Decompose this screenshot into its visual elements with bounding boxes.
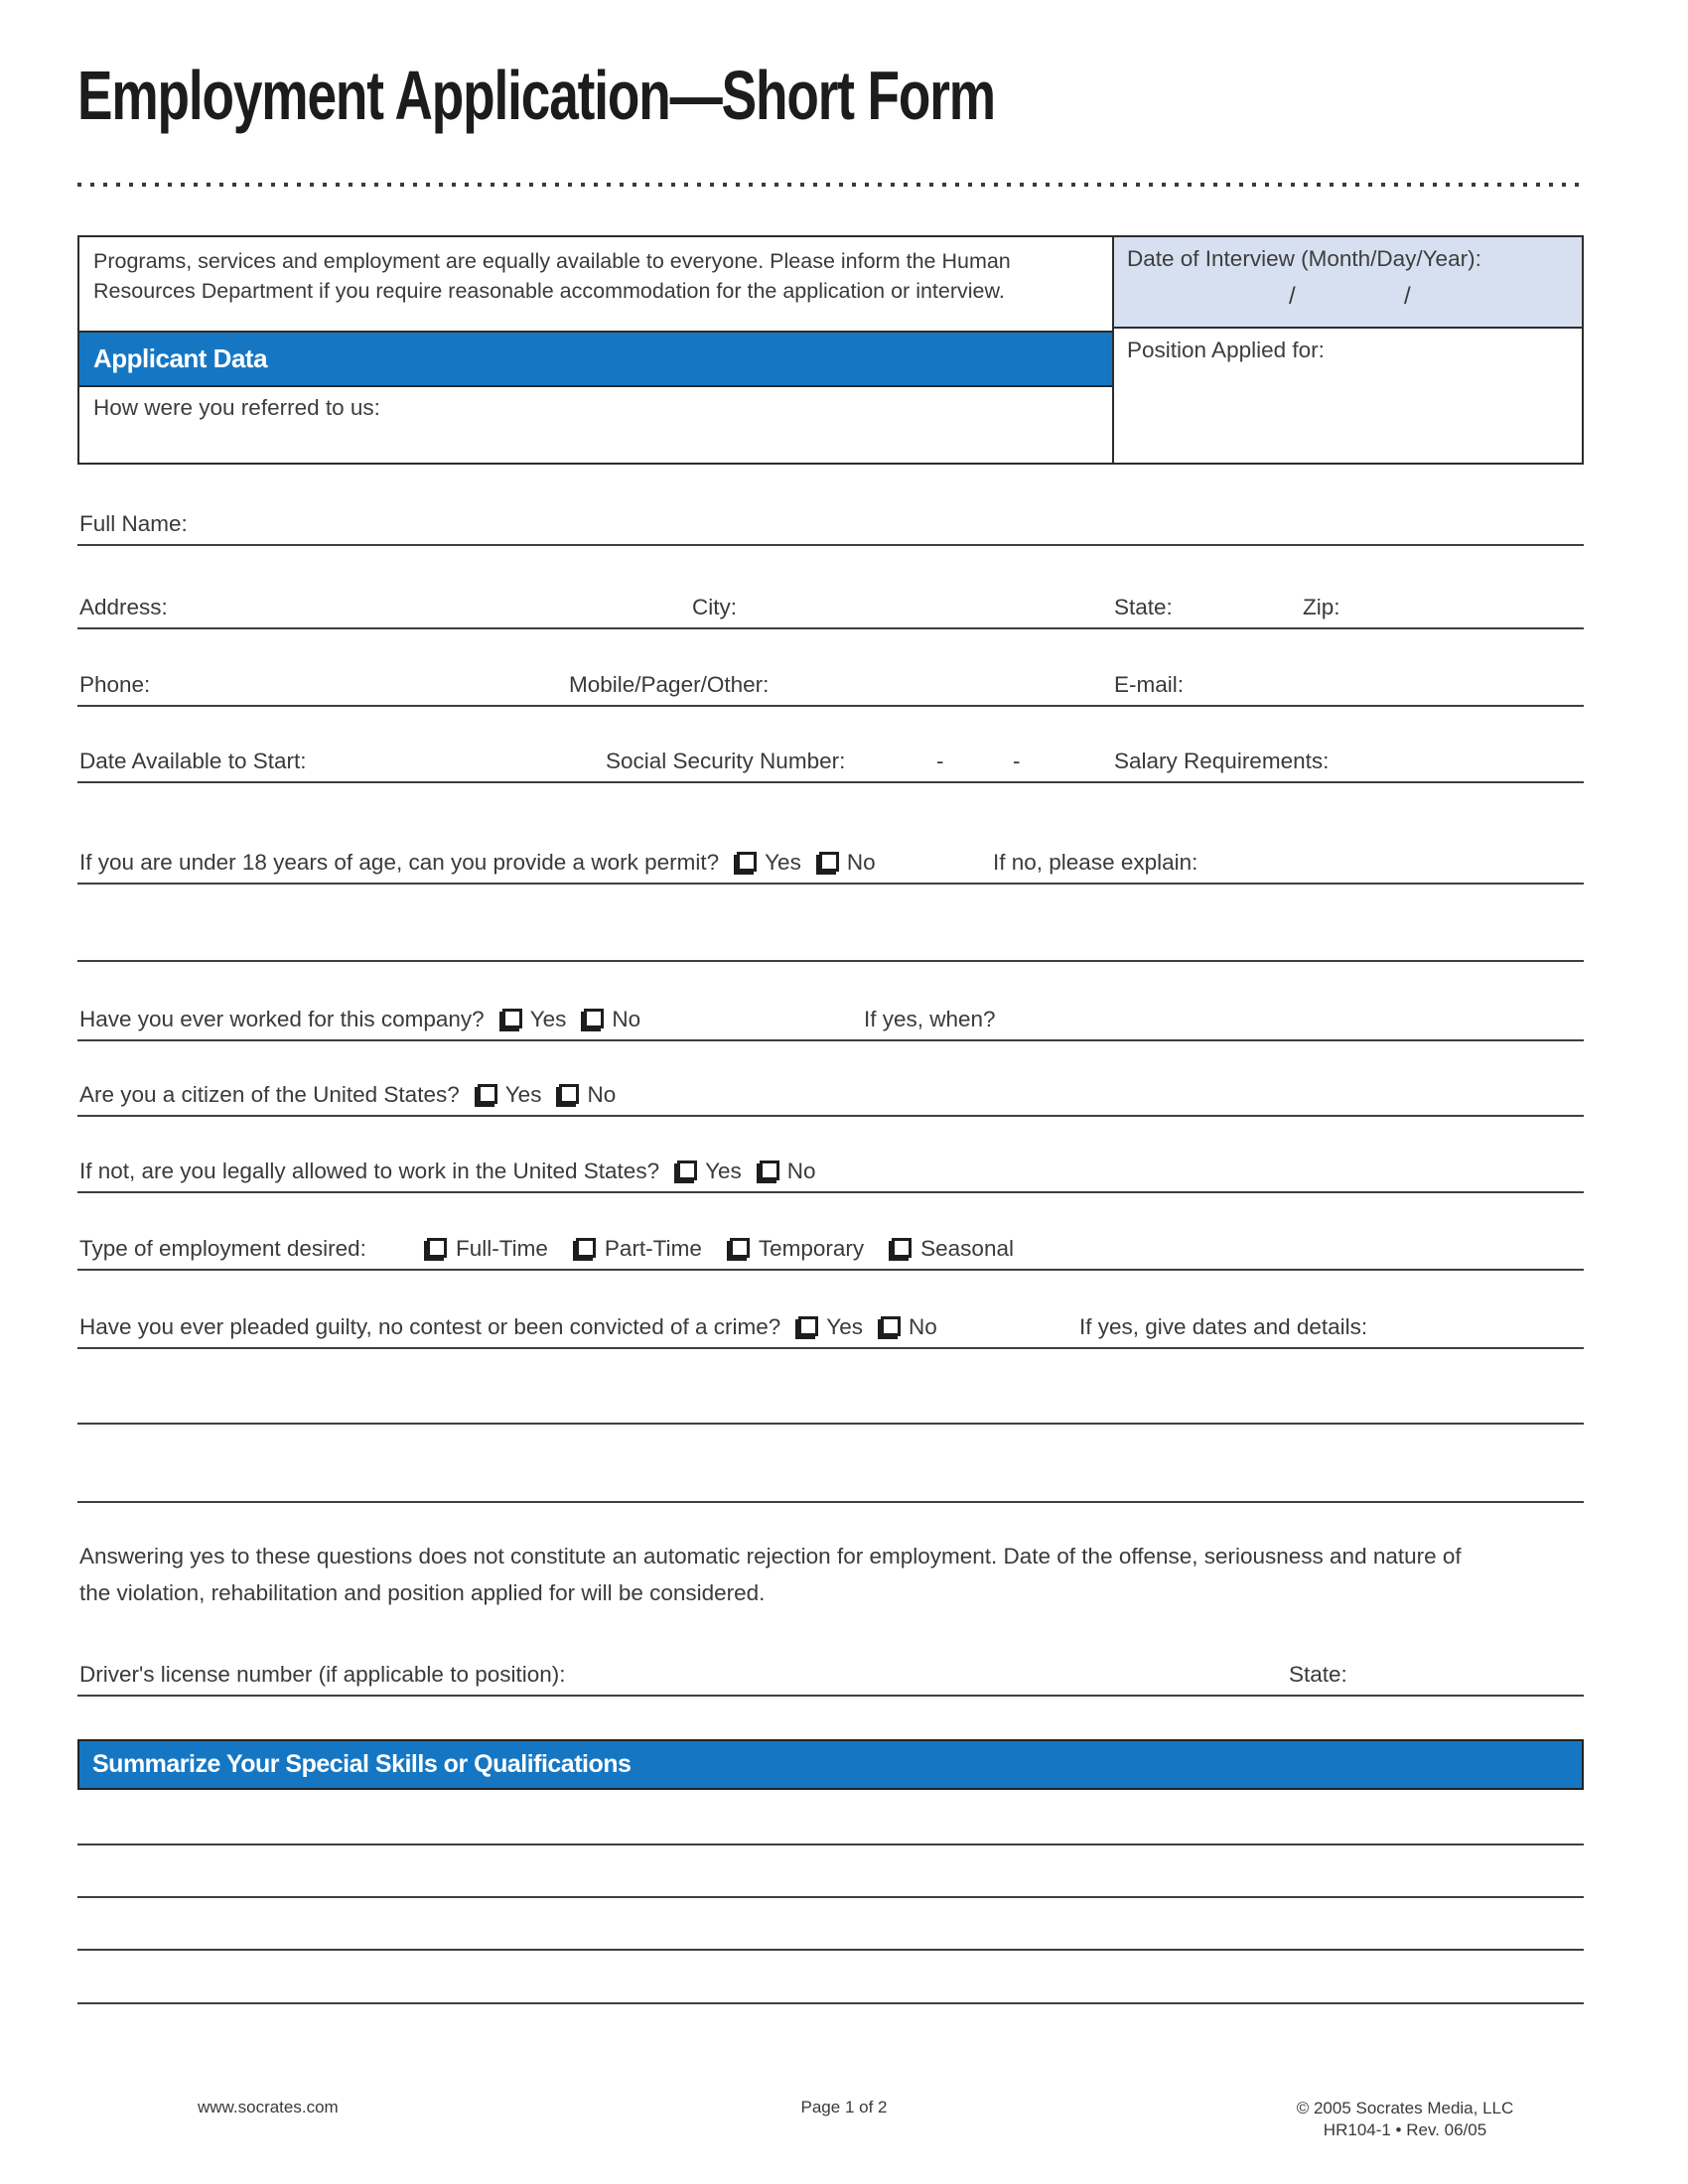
work-permit-explain-line[interactable] <box>77 918 1584 962</box>
phone-label: Phone: <box>79 672 151 697</box>
position-applied-label: Position Applied for: <box>1127 338 1325 362</box>
footer-website: www.socrates.com <box>198 2098 339 2116</box>
skills-line-4[interactable] <box>77 1961 1584 2004</box>
mobile-pager-other-label: Mobile/Pager/Other: <box>569 672 770 697</box>
ssn-label: Social Security Number: <box>606 749 846 773</box>
citizen-yes-checkbox[interactable] <box>478 1084 497 1104</box>
citizen-yes-label: Yes <box>504 1082 542 1107</box>
worked-before-yes-label: Yes <box>529 1007 567 1031</box>
footer-copyright-block <box>1297 2098 1514 2141</box>
skills-line-2[interactable] <box>77 1854 1584 1898</box>
full-name-label: Full Name: <box>79 511 188 536</box>
legal-work-yes-checkbox[interactable] <box>677 1160 697 1180</box>
part-time-checkbox[interactable] <box>576 1238 596 1258</box>
crime-question <box>79 1314 937 1340</box>
legal-work-no-checkbox[interactable] <box>760 1160 779 1180</box>
drivers-license-field-line[interactable] <box>77 1653 1584 1697</box>
phone-field-line[interactable] <box>77 663 1584 707</box>
citizen-no-checkbox[interactable] <box>559 1084 579 1104</box>
date-available-field-line[interactable] <box>77 740 1584 783</box>
work-permit-yes-label: Yes <box>765 850 801 875</box>
full-name-field-line[interactable] <box>77 502 1584 546</box>
footer-page-number: Page 1 of 2 <box>800 2098 888 2116</box>
applicant-data-section-bar <box>79 331 1112 387</box>
ssn-dash-2: - <box>1013 749 1021 773</box>
equal-opportunity-notice: Programs, services and employment are equally available to everyone. Please inform the Human Resources Department if you require reasonable accommodation for the application or interview. <box>93 249 1011 303</box>
crime-question-text: Have you ever pleaded guilty, no contest or been convicted of a crime? <box>79 1314 781 1339</box>
employment-type-row[interactable] <box>77 1227 1584 1271</box>
applicant-data-heading: Applicant Data <box>93 343 268 373</box>
skills-line-1[interactable] <box>77 1802 1584 1845</box>
date-available-label: Date Available to Start: <box>79 749 307 773</box>
temporary-label: Temporary <box>758 1236 865 1261</box>
work-permit-question-row[interactable] <box>77 841 1584 885</box>
citizen-question-text: Are you a citizen of the United States? <box>79 1082 460 1107</box>
full-time-checkbox[interactable] <box>427 1238 447 1258</box>
drivers-license-label: Driver's license number (if applicable to position): <box>79 1662 566 1687</box>
employment-type-label: Type of employment desired: <box>79 1236 366 1261</box>
crime-disclaimer-text: Answering yes to these questions does not constitute an automatic rejection for employment. Date of the offense, seriousness and nature of the violation, rehabilitation and position applied for will be considered. <box>79 1544 1462 1605</box>
citizen-question <box>79 1082 616 1108</box>
city-label: City: <box>692 595 737 619</box>
work-permit-question-text: If you are under 18 years of age, can you provide a work permit? <box>79 850 720 875</box>
position-applied-field[interactable] <box>1114 329 1582 363</box>
seasonal-label: Seasonal <box>920 1236 1014 1261</box>
worked-before-question <box>79 1007 640 1032</box>
crime-yes-checkbox[interactable] <box>798 1316 818 1336</box>
temporary-checkbox[interactable] <box>730 1238 750 1258</box>
legal-work-question-row[interactable] <box>77 1150 1584 1193</box>
worked-before-yes-checkbox[interactable] <box>502 1009 522 1028</box>
title-dotted-divider <box>77 183 1584 187</box>
work-permit-no-checkbox[interactable] <box>819 852 839 872</box>
skills-section-heading: Summarize Your Special Skills or Qualifications <box>92 1750 632 1778</box>
citizen-no-label: No <box>587 1082 617 1107</box>
crime-no-label: No <box>908 1314 937 1339</box>
worked-before-no-checkbox[interactable] <box>584 1009 604 1028</box>
skills-line-3[interactable] <box>77 1907 1584 1951</box>
worked-before-no-label: No <box>612 1007 641 1031</box>
work-permit-explain-label: If no, please explain: <box>993 850 1198 875</box>
crime-details-line-2[interactable] <box>77 1459 1584 1503</box>
date-slash-1: / <box>1289 283 1296 310</box>
license-state-label: State: <box>1289 1662 1347 1687</box>
crime-yes-label: Yes <box>826 1314 863 1339</box>
crime-details-line-1[interactable] <box>77 1381 1584 1425</box>
worked-before-when-label: If yes, when? <box>864 1007 996 1031</box>
work-permit-question <box>79 850 876 876</box>
ssn-dash-1: - <box>936 749 944 773</box>
footer-form-code: HR104-1 • Rev. 06/05 <box>1323 2120 1487 2139</box>
header-right-box <box>1112 235 1584 465</box>
date-of-interview-field[interactable] <box>1114 237 1582 329</box>
header-left-box <box>77 235 1114 465</box>
worked-before-question-text: Have you ever worked for this company? <box>79 1007 485 1031</box>
legal-work-question-text: If not, are you legally allowed to work in the United States? <box>79 1159 660 1183</box>
legal-work-question <box>79 1159 816 1184</box>
legal-work-yes-label: Yes <box>705 1159 742 1183</box>
zip-label: Zip: <box>1303 595 1340 619</box>
work-permit-no-label: No <box>846 850 876 875</box>
page-title: Employment Application—Short Form <box>77 57 995 134</box>
seasonal-checkbox[interactable] <box>892 1238 912 1258</box>
email-label: E-mail: <box>1114 672 1185 697</box>
citizen-question-row[interactable] <box>77 1073 1584 1117</box>
crime-no-checkbox[interactable] <box>881 1316 901 1336</box>
work-permit-yes-checkbox[interactable] <box>737 852 757 872</box>
date-slash-2: / <box>1404 283 1411 310</box>
full-time-label: Full-Time <box>456 1236 548 1261</box>
crime-details-label: If yes, give dates and details: <box>1079 1314 1368 1339</box>
state-label: State: <box>1114 595 1173 619</box>
skills-section-bar <box>77 1739 1584 1790</box>
worked-before-question-row[interactable] <box>77 998 1584 1041</box>
employment-type-options <box>427 1236 1014 1262</box>
footer-copyright: © 2005 Socrates Media, LLC <box>1296 2099 1514 2117</box>
referred-by-field[interactable]: How were you referred to us: <box>93 395 380 420</box>
legal-work-no-label: No <box>786 1159 816 1183</box>
crime-question-row[interactable] <box>77 1305 1584 1349</box>
address-label: Address: <box>79 595 168 619</box>
part-time-label: Part-Time <box>604 1236 702 1261</box>
salary-label: Salary Requirements: <box>1114 749 1330 773</box>
address-field-line[interactable] <box>77 586 1584 629</box>
date-of-interview-label: Date of Interview (Month/Day/Year): <box>1127 246 1481 271</box>
